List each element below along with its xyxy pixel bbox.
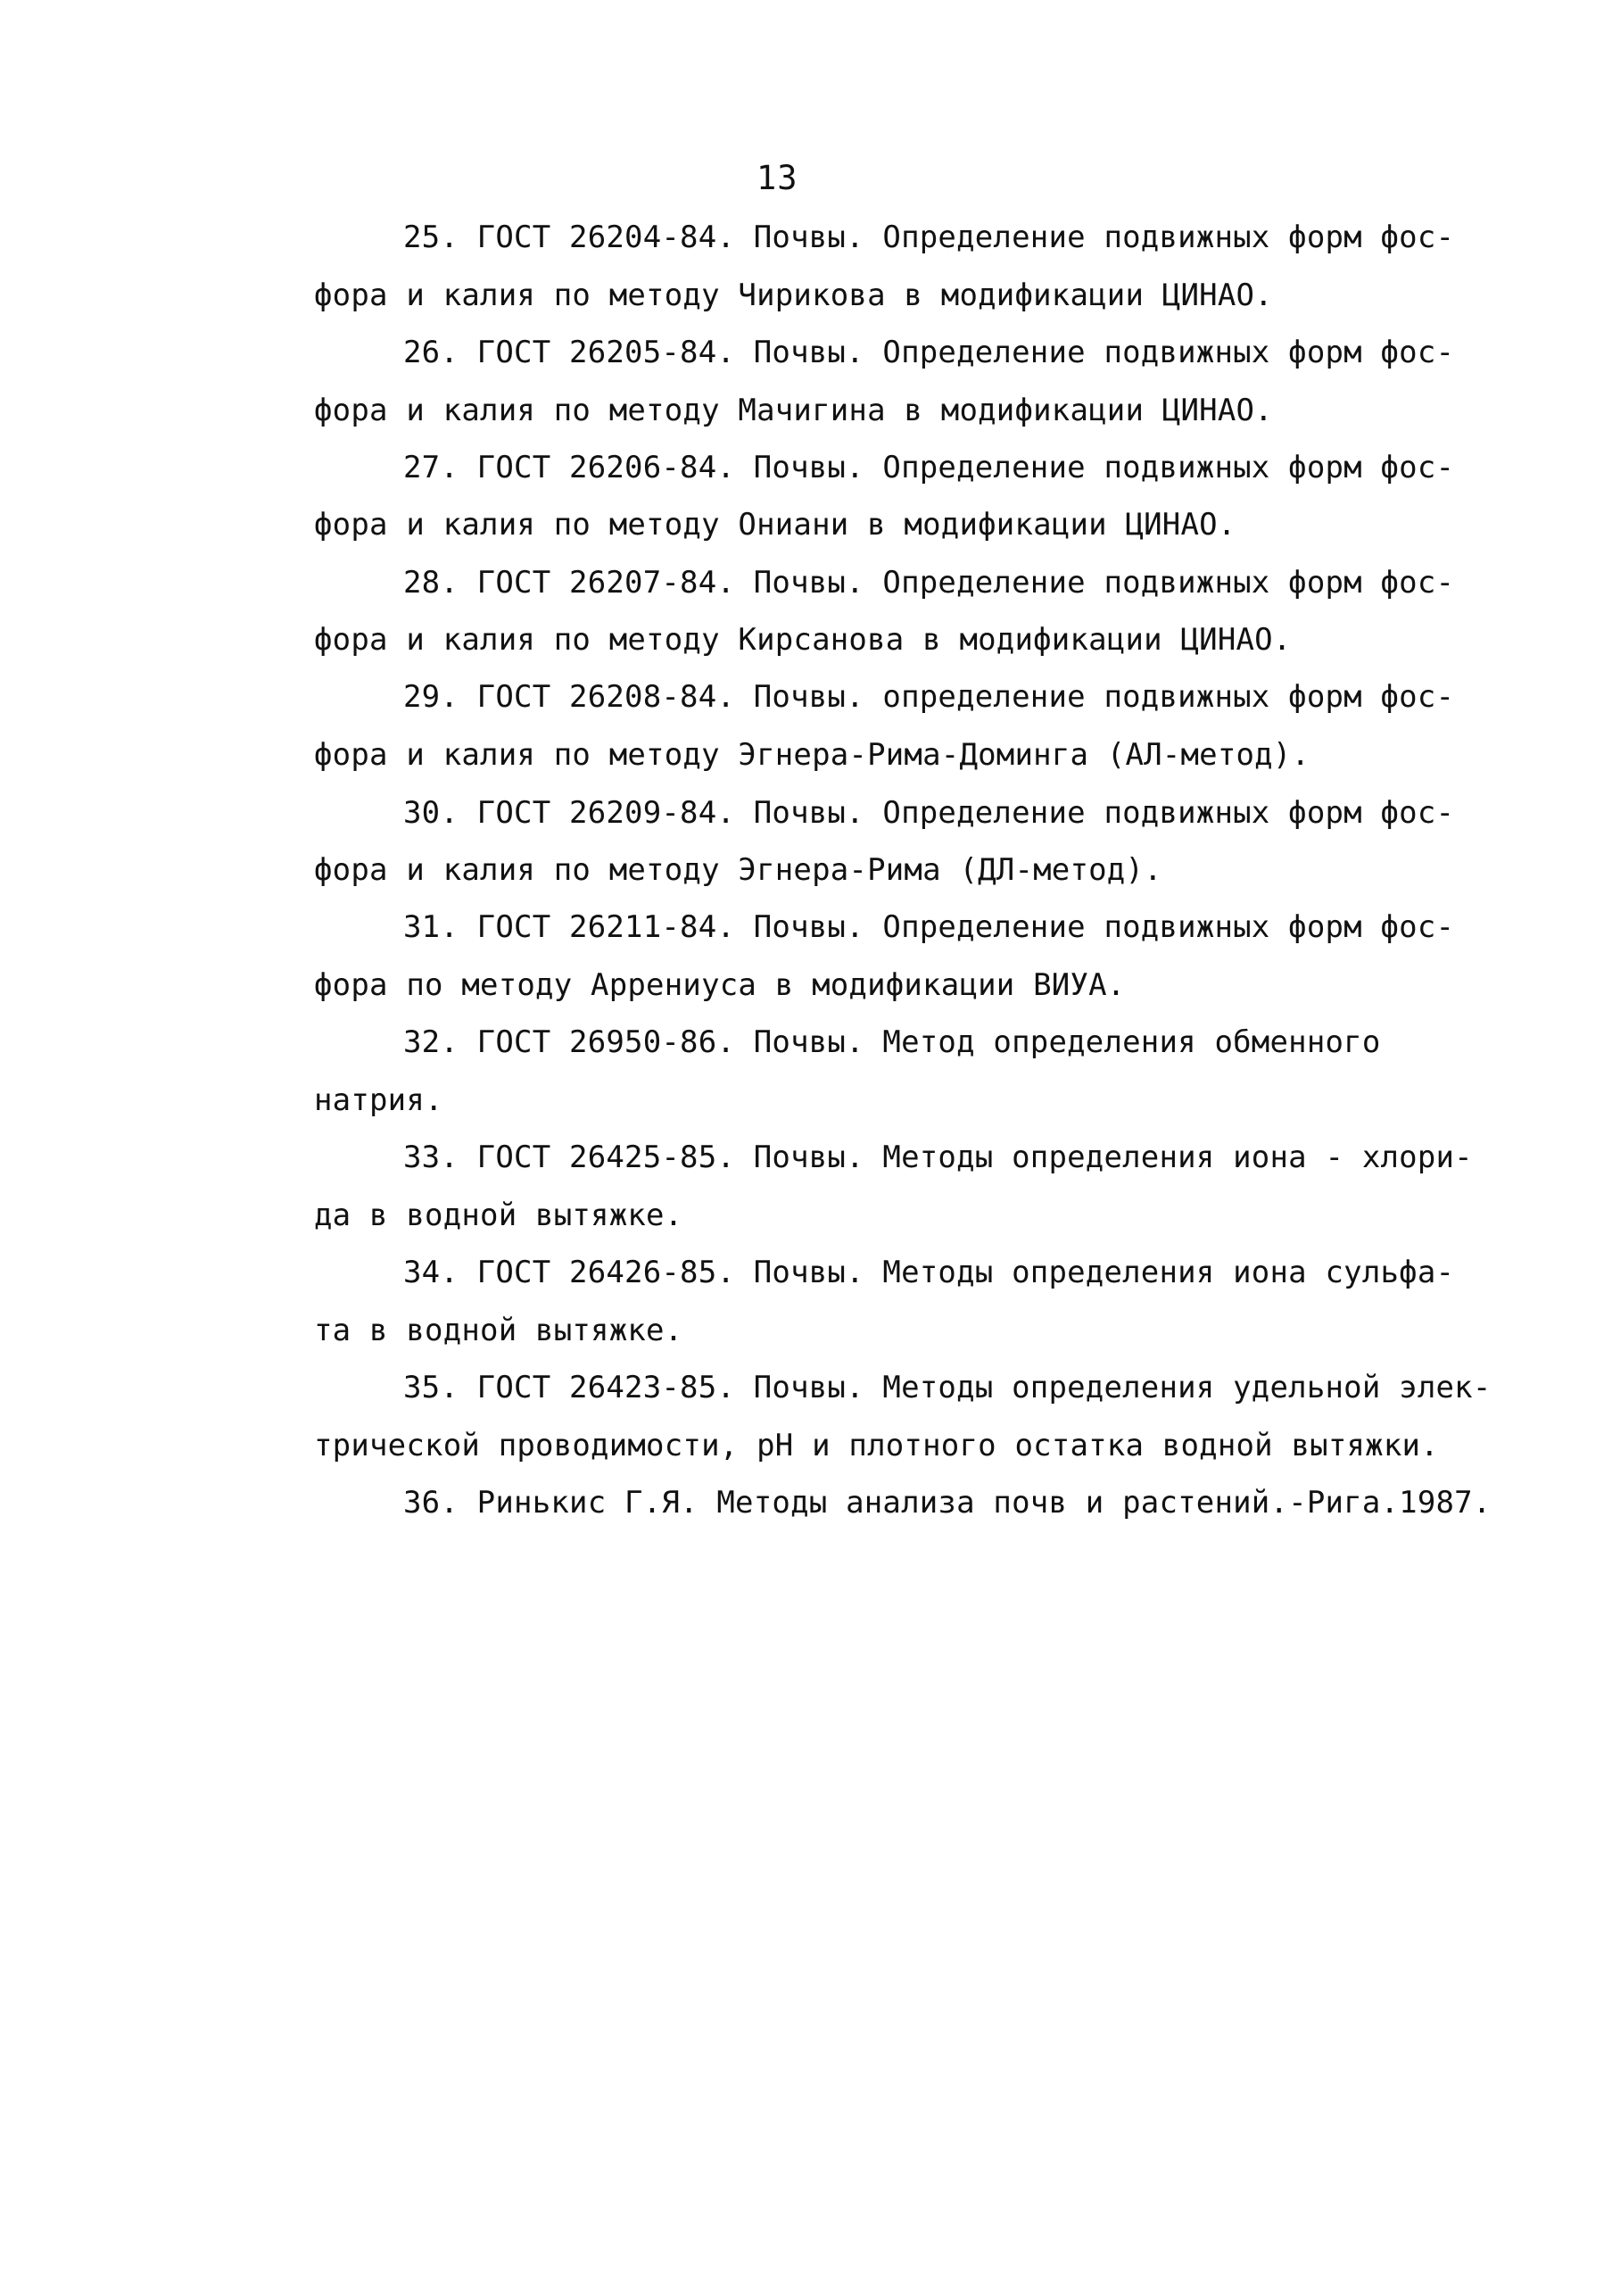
reference-25-line-2: фора и калия по методу Чирикова в модификации ЦИНАО. [314, 278, 1273, 313]
reference-29-line-1: 29. ГОСТ 26208-84. Почвы. определение подвижных форм фос- [403, 679, 1455, 715]
reference-25-line-1: 25. ГОСТ 26204-84. Почвы. Определение подвижных форм фос- [403, 220, 1455, 255]
reference-32-line-1: 32. ГОСТ 26950-86. Почвы. Метод определения обменного [403, 1024, 1381, 1060]
reference-31-line-2: фора по методу Аррениуса в модификации ВИУА. [314, 967, 1126, 1003]
reference-27-line-1: 27. ГОСТ 26206-84. Почвы. Определение подвижных форм фос- [403, 450, 1455, 485]
reference-26-line-2: фора и калия по методу Мачигина в модификации ЦИНАО. [314, 393, 1273, 428]
reference-33-line-2: да в водной вытяжке. [314, 1198, 683, 1233]
reference-28-line-2: фора и калия по методу Кирсанова в модификации ЦИНАО. [314, 622, 1292, 658]
reference-33-line-1: 33. ГОСТ 26425-85. Почвы. Методы определения иона - хлори- [403, 1140, 1473, 1175]
reference-30-line-1: 30. ГОСТ 26209-84. Почвы. Определение подвижных форм фос- [403, 795, 1455, 831]
reference-36-line-1: 36. Ринькис Г.Я. Методы анализа почв и растений.-Рига.1987. [403, 1485, 1492, 1521]
page-number: 13 [756, 159, 798, 197]
reference-34-line-1: 34. ГОСТ 26426-85. Почвы. Методы определения иона сульфа- [403, 1255, 1455, 1290]
reference-29-line-2: фора и калия по методу Эгнера-Рима-Доминга (АЛ-метод). [314, 737, 1310, 773]
reference-35-line-1: 35. ГОСТ 26423-85. Почвы. Методы определения удельной элек- [403, 1370, 1492, 1405]
reference-30-line-2: фора и калия по методу Эгнера-Рима (ДЛ-метод). [314, 852, 1162, 888]
reference-31-line-1: 31. ГОСТ 26211-84. Почвы. Определение подвижных форм фос- [403, 909, 1455, 945]
reference-32-line-2: натрия. [314, 1082, 443, 1118]
reference-26-line-1: 26. ГОСТ 26205-84. Почвы. Определение подвижных форм фос- [403, 335, 1455, 370]
reference-34-line-2: та в водной вытяжке. [314, 1313, 683, 1348]
reference-28-line-1: 28. ГОСТ 26207-84. Почвы. Определение подвижных форм фос- [403, 565, 1455, 601]
reference-27-line-2: фора и калия по методу Ониани в модификации ЦИНАО. [314, 507, 1236, 543]
reference-35-line-2: трической проводимости, рН и плотного остатка водной вытяжки. [314, 1428, 1439, 1463]
